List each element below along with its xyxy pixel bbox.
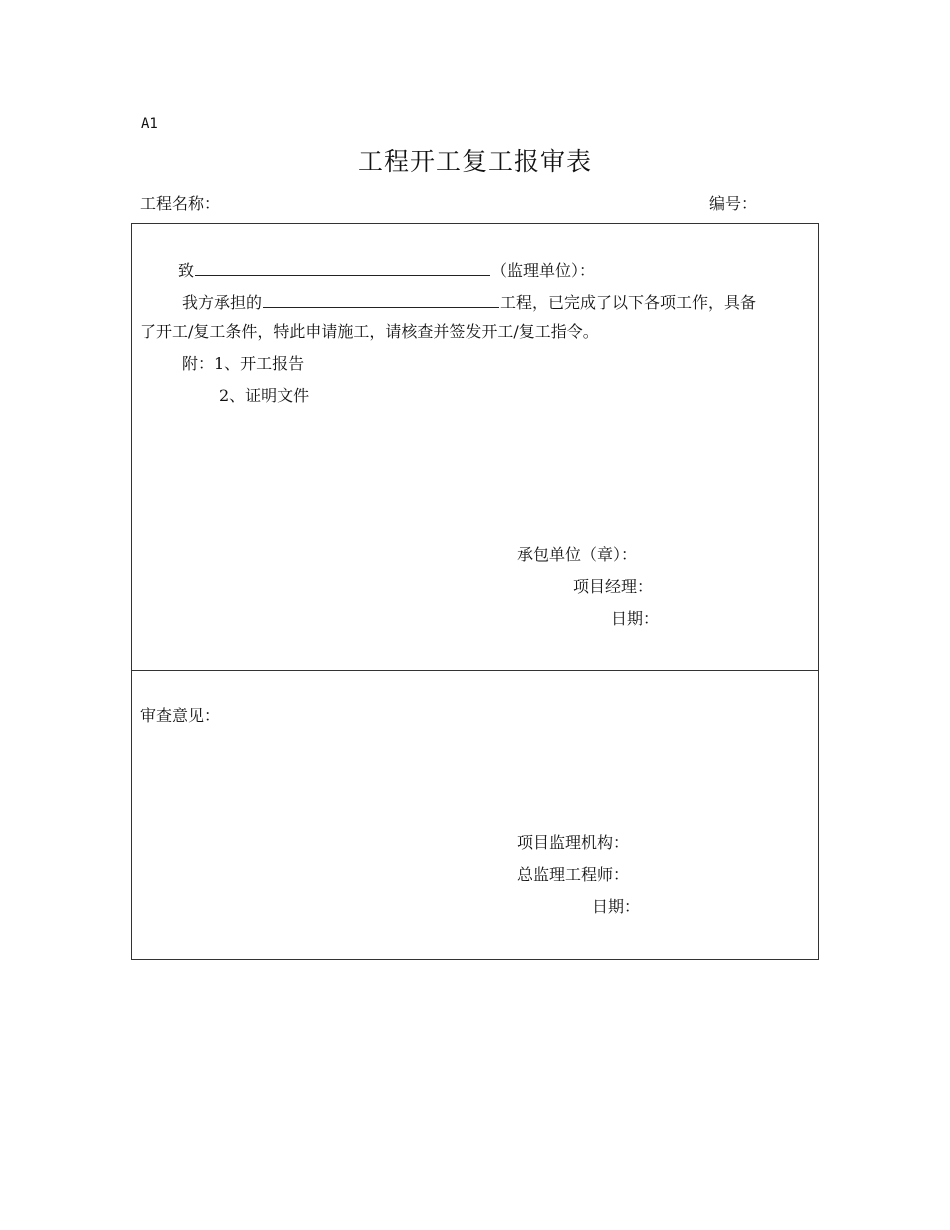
section-divider: [132, 670, 818, 671]
addressee-line: [178, 259, 595, 281]
document-title: 工程开工复工报审表: [357, 147, 592, 176]
project-blank[interactable]: [263, 291, 499, 308]
body-suffix: 工程，已完成了以下各项工作，具备: [500, 293, 757, 312]
contractor-label: 承包单位（章）：: [517, 545, 638, 564]
to-prefix: 致: [178, 261, 195, 280]
body-prefix: 我方承担的: [182, 293, 263, 312]
review-date-label: 日期：: [592, 897, 641, 916]
review-opinion-label: 审查意见：: [140, 706, 221, 725]
project-manager-label: 项目经理：: [573, 577, 654, 596]
supervision-org-label: 项目监理机构：: [517, 833, 630, 852]
supervision-unit-blank[interactable]: [195, 259, 490, 276]
chief-engineer-label: 总监理工程师：: [517, 865, 630, 884]
attachment-2: 2、证明文件: [219, 386, 310, 405]
to-suffix: （监理单位）：: [491, 261, 596, 280]
attachment-1: 附：1、开工报告: [182, 354, 305, 373]
body-line-1: [182, 291, 756, 313]
application-date-label: 日期：: [611, 609, 660, 628]
number-label: 编号：: [709, 194, 758, 213]
project-name-label: 工程名称：: [140, 194, 221, 213]
body-line-2: 了开工/复工条件，特此申请施工，请核查并签发开工/复工指令。: [140, 322, 599, 341]
form-code: A1: [141, 116, 158, 132]
